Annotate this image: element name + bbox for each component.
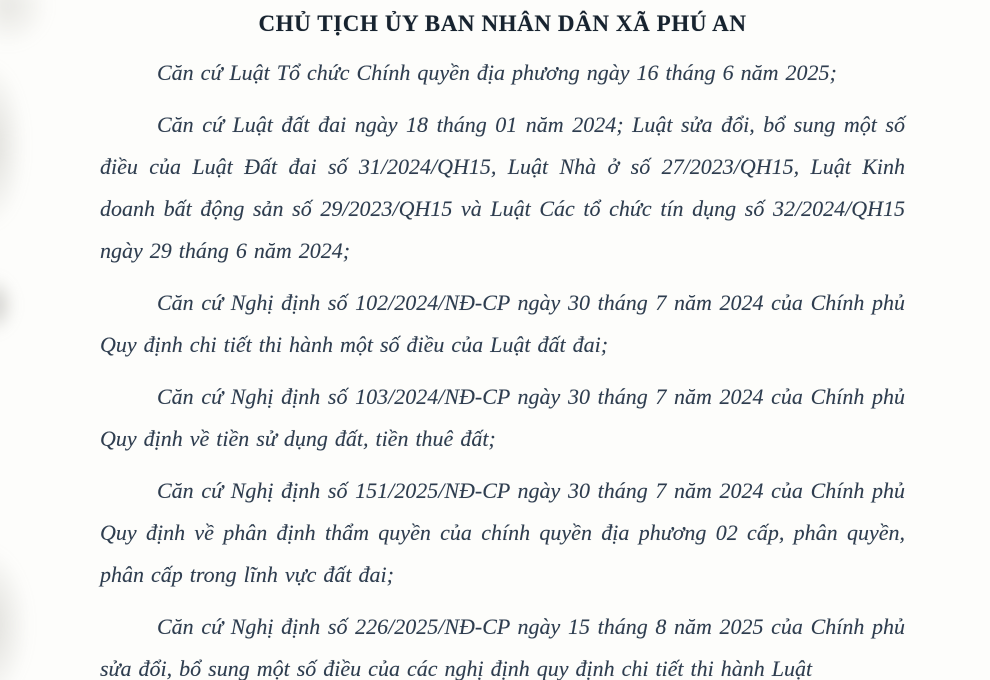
legal-basis-paragraph: Căn cứ Nghị định số 102/2024/NĐ-CP ngày 30 tháng 7 năm 2024 của Chính phủ Quy định chi tiết thi hành một số điều của Luật đất đai; [100, 290, 905, 357]
document-body [100, 10, 905, 680]
scan-smudge [0, 275, 16, 335]
scan-smudge [0, 545, 30, 680]
legal-basis-paragraph: Căn cứ Luật Tổ chức Chính quyền địa phương ngày 16 tháng 6 năm 2025; [157, 60, 837, 85]
legal-basis-paragraph: Căn cứ Nghị định số 151/2025/NĐ-CP ngày 30 tháng 7 năm 2024 của Chính phủ Quy định về phân định thẩm quyền của chính quyền địa phương 02 cấp, phân quyền, phân cấp trong lĩnh vực đất đai; [100, 478, 905, 587]
scan-smudge [0, 0, 50, 48]
legal-basis-paragraph: Căn cứ Luật đất đai ngày 18 tháng 01 năm 2024; Luật sửa đổi, bổ sung một số điều của Luật Đất đai số 31/2024/QH15, Luật Nhà ở số 27/2023/QH15, Luật Kinh doanh bất động sản số 29/2023/QH15 và Luật Các tổ chức tín dụng số 32/2024/QH15 ngày 29 tháng 6 năm 2024; [100, 112, 905, 263]
legal-basis-paragraph: Căn cứ Nghị định số 103/2024/NĐ-CP ngày 30 tháng 7 năm 2024 của Chính phủ Quy định về tiền sử dụng đất, tiền thuê đất; [100, 384, 905, 451]
legal-basis-paragraph: Căn cứ Nghị định số 226/2025/NĐ-CP ngày 15 tháng 8 năm 2025 của Chính phủ sửa đổi, bổ sung một số điều của các nghị định quy định chi tiết thi hành Luật [100, 614, 905, 680]
scan-smudge [0, 60, 26, 230]
document-title: CHỦ TỊCH ỦY BAN NHÂN DÂN XÃ PHÚ AN [258, 11, 747, 36]
